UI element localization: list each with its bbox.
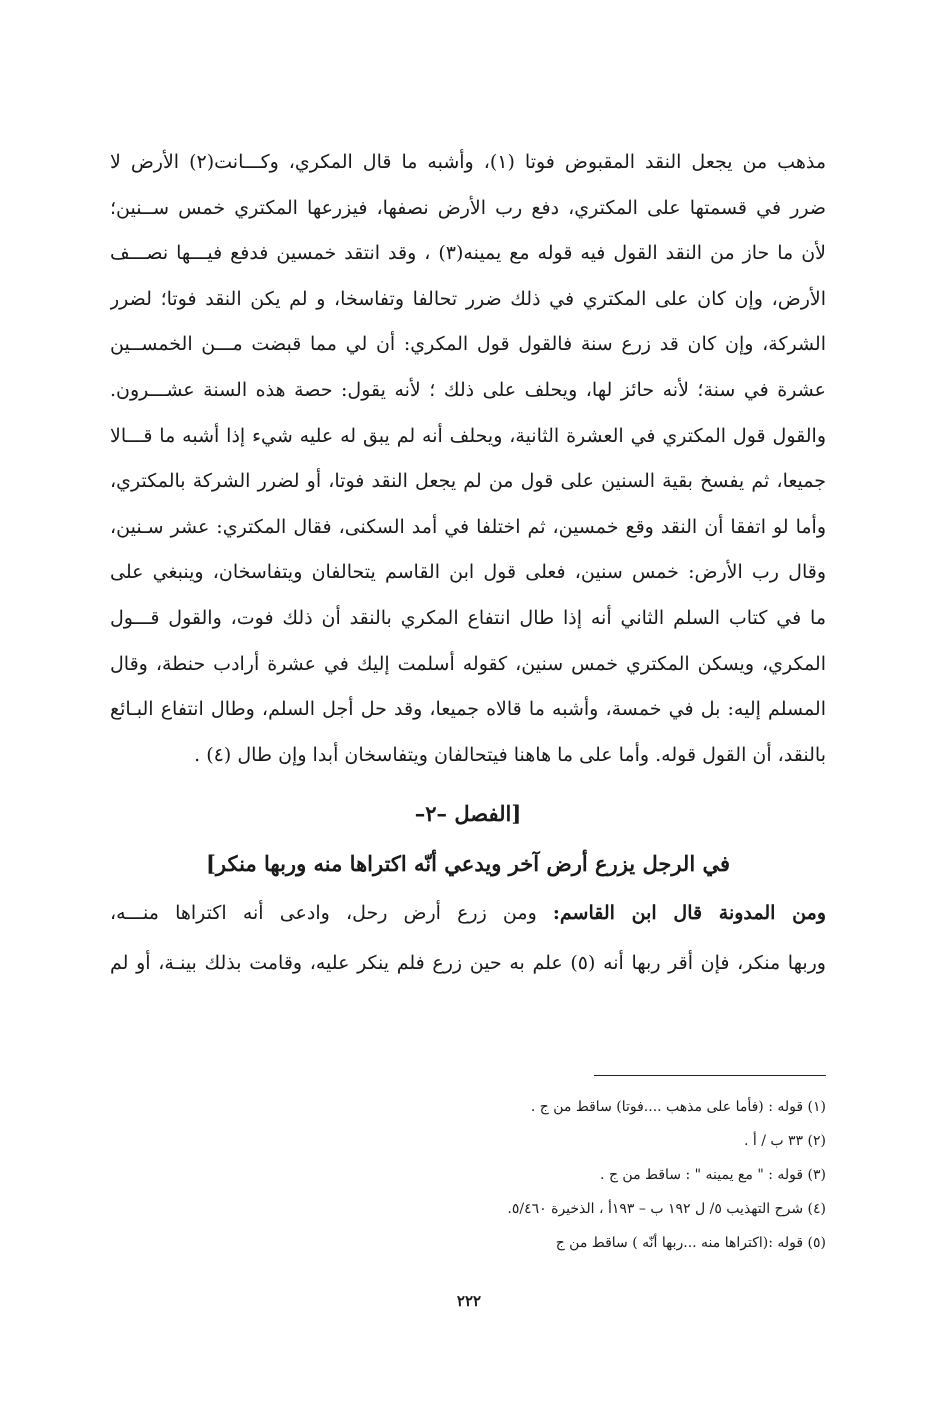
text-line: المكري، ويسكن المكتري خمس سنين، كقوله أسلمت إليك في عشرة أرادب حنطة، وقال xyxy=(110,652,826,675)
section-body xyxy=(110,888,826,988)
main-text-block xyxy=(110,140,826,778)
speaker-label: ومن المدونة قال ابن القاسم: xyxy=(552,902,826,924)
text-line: مذهب من يجعل النقد المقبوض فوتا (١)، وأشبه ما قال المكري، وكـــانت(٢) الأرض لا xyxy=(110,151,826,173)
text-run: وربها منكر، فإن أقر ربها أنه (٥) علم به حين زرع فلم ينكر عليه، وقامت بذلك بينـة، أو لم xyxy=(110,952,826,974)
footnote: (٢) ٣٣ ب / أ . xyxy=(743,1133,826,1149)
text-line: عشرة في سنة؛ لأنه حائز لها، ويحلف على ذلك ؛ لأنه يقول: حصة هذه السنة عشـــرون. xyxy=(110,378,826,401)
footnote: (١) قوله : (فأما على مذهب ....فوتا) ساقط من ج . xyxy=(530,1099,826,1115)
page-number: ٢٢٢ xyxy=(456,1292,482,1310)
footnote: (٤) شرح التهذيب ٥/ ل ١٩٢ ب – ١٩٣أ ، الذخيرة ٥/٤٦٠. xyxy=(507,1201,826,1217)
text-line: وقال رب الأرض: خمس سنين، فعلى قول ابن القاسم يتحالفان ويتفاسخان، وينبغي على xyxy=(110,561,826,584)
text-line: بالنقد، أن القول قوله. وأما على ما هاهنا فيتحالفان ويتفاسخان أبدا وإن طال (٤) . xyxy=(194,743,826,766)
text-line: الأرض، وإن كان على المكتري في ذلك ضرر تحالفا وتفاسخا، و لم يكن النقد فوتا؛ لضرر xyxy=(110,287,826,310)
text-line: والقول قول المكتري في العشرة الثانية، ويحلف أنه لم يبق له عليه شيء إذا أشبه ما قـــالا xyxy=(110,424,826,447)
footnote-separator xyxy=(594,1075,826,1076)
text-line: لأن ما حاز من النقد القول فيه قوله مع يمينه(٣) ، وقد انتقد خمسين فدفع فيـــها نصـــف xyxy=(110,242,826,265)
text-line: جميعا، ثم يفسخ بقية السنين على قول من لم يجعل النقد فوتا، أو لضرر الشركة بالمكتري، xyxy=(110,470,826,493)
text-line xyxy=(110,888,826,938)
footnotes xyxy=(110,1090,826,1260)
footnote: (٥) قوله :(اكتراها منه ...ربها أنّه ) ساقط من ج xyxy=(555,1235,826,1251)
text-line: ما في كتاب السلم الثاني أنه إذا طال انتفاع المكري بالنقد أن ذلك فوت، والقول قـــول xyxy=(110,606,826,629)
footnote: (٣) قوله : " مع يمينه " : ساقط من ج . xyxy=(600,1167,826,1183)
text-run: ومن زرع أرض رحل، وادعى أنه اكتراها منـــه، xyxy=(110,902,553,924)
text-line: وأما لو اتفقا أن النقد وقع خمسين، ثم اختلفا في أمد السكنى، فقال المكتري: عشر سـنين، xyxy=(110,515,826,538)
section-title: في الرجل يزرع أرض آخر ويدعي أنّه اكتراها منه وربها منكر] xyxy=(205,851,731,876)
text-line: الشركة، وإن كان قد زرع سنة فالقول قول المكري: أن لي مما قبضت مـــن الخمســين xyxy=(110,333,826,356)
text-line: المسلم إليه: بل في خمسة، وأشبه ما قالاه جميعا، وقد حل أجل السلم، وطال انتفاع البـائع xyxy=(110,698,826,721)
text-line: ضرر في قسمتها على المكتري، دفع رب الأرض نصفها، فيزرعها المكتري خمس ســنين؛ xyxy=(110,196,826,219)
section-heading: [الفصل –٢– xyxy=(414,801,522,826)
text-line xyxy=(110,938,826,988)
